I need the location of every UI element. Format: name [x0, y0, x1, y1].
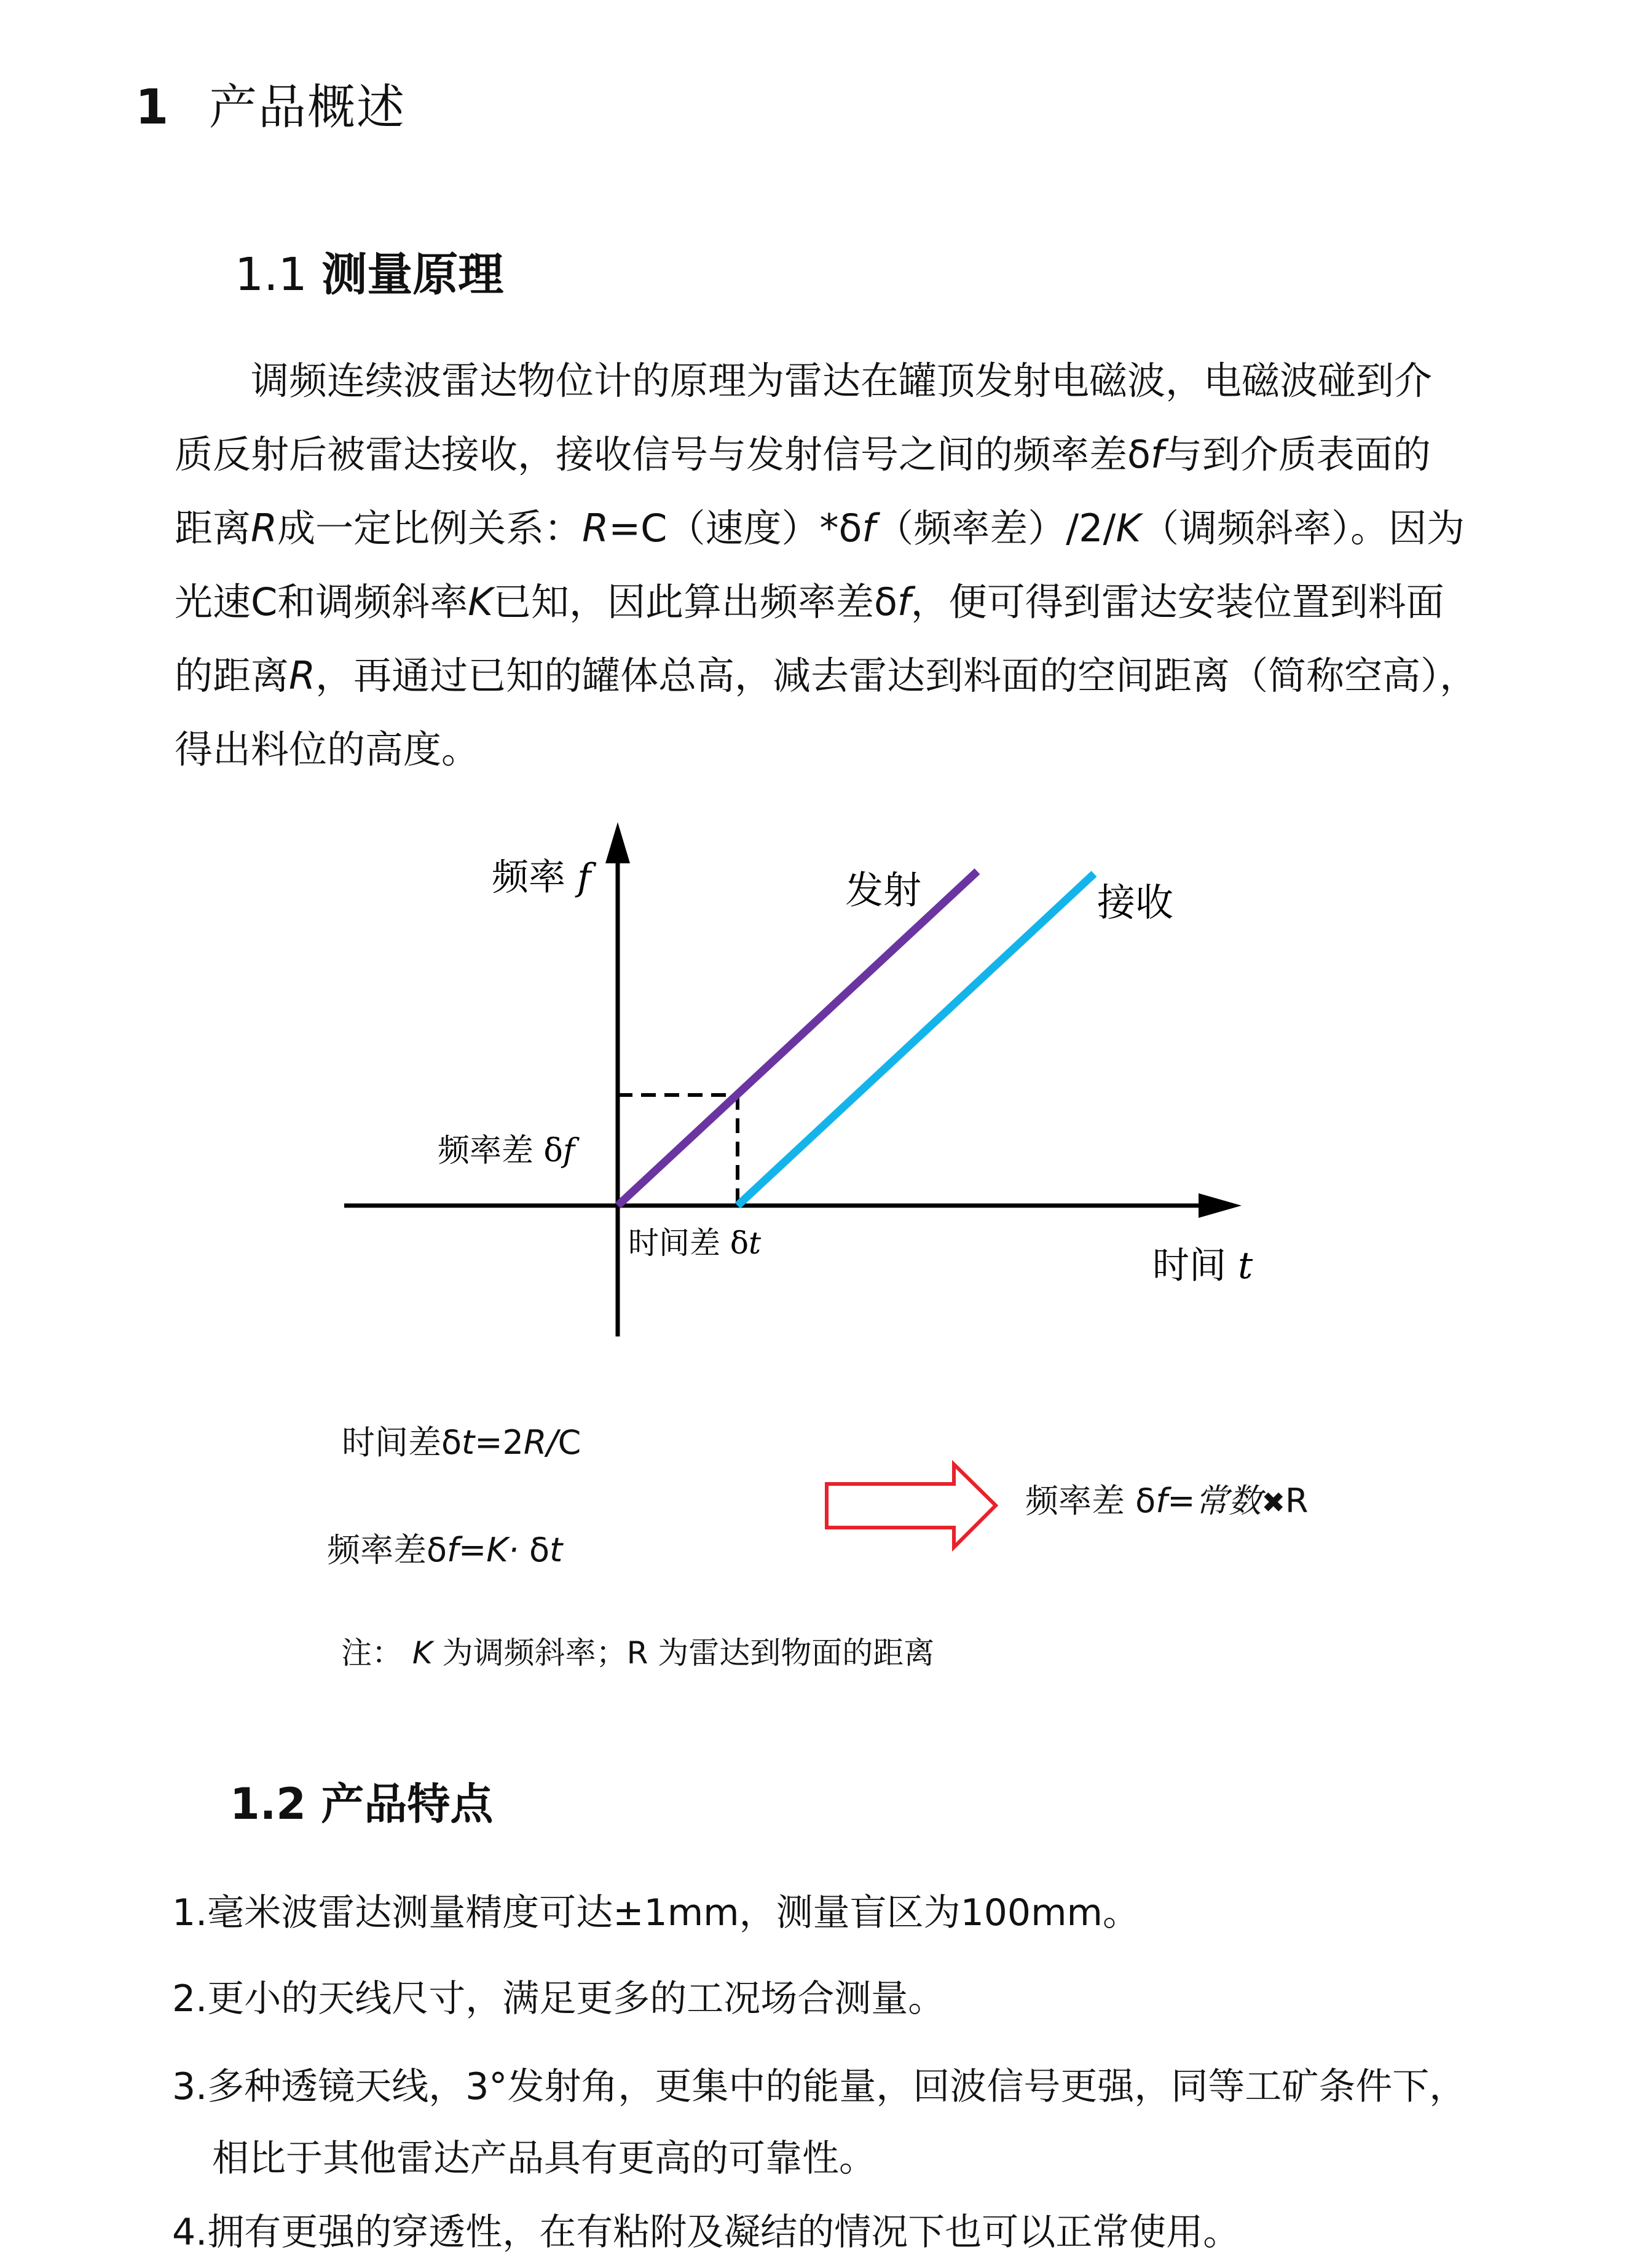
heading-1-1-text: 测量原理 — [321, 248, 504, 301]
feature-item-2: 2.更小的天线尺寸，满足更多的工况场合测量。 — [172, 1977, 945, 2020]
feature-item-3-continued: 相比于其他雷达产品具有更高的可靠性。 — [212, 2137, 876, 2180]
formula-note: 注： K 为调频斜率；R 为雷达到物面的距离 — [341, 1635, 935, 1671]
freq-diff-label: 频率差 δf — [438, 1132, 575, 1169]
result-formula: 频率差 δf=常数✖R — [1025, 1481, 1309, 1520]
heading-1-text: 产品概述 — [209, 80, 406, 135]
heading-1-1-number: 1.1 — [235, 248, 307, 301]
freq-diff-formula: 频率差δf=K· δt — [327, 1531, 563, 1569]
time-diff-formula: 时间差δt=2R/C — [342, 1423, 581, 1462]
principle-line-6: 得出料位的高度。 — [175, 727, 480, 772]
receive-label: 接收 — [1097, 880, 1174, 925]
principle-line-2: 质反射后被雷达接收，接收信号与发射信号之间的频率差δf与到介质表面的 — [175, 432, 1431, 477]
transmit-label: 发射 — [845, 868, 922, 912]
principle-line-4: 光速C和调频斜率K已知，因此算出频率差δf，便可得到雷达安装位置到料面 — [175, 579, 1444, 624]
multiply-icon: ✖ — [1261, 1486, 1286, 1519]
principle-line-5: 的距离R，再通过已知的罐体总高，减去雷达到料面的空间距离（简称空高）， — [175, 653, 1478, 698]
heading-1-number: 1 — [135, 80, 170, 135]
feature-item-3: 3.多种透镜天线，3°发射角，更集中的能量，回波信号更强，同等工矿条件下， — [172, 2065, 1467, 2108]
heading-1-2: 1.2 产品特点 — [230, 1779, 494, 1829]
time-diff-label: 时间差 δt — [628, 1225, 762, 1261]
feature-item-1: 1.毫米波雷达测量精度可达±1mm，测量盲区为100mm。 — [172, 1891, 1140, 1934]
y-axis-label: 频率 f — [492, 856, 591, 899]
x-axis-label: 时间 t — [1152, 1244, 1253, 1287]
implies-arrow-icon — [827, 1464, 996, 1547]
principle-line-3: 距离R成一定比例关系：R=C（速度）*δf（频率差）/2/K（调频斜率）。因为 — [175, 506, 1465, 551]
feature-item-4: 4.拥有更强的穿透性，在有粘附及凝结的情况下也可以正常使用。 — [172, 2211, 1240, 2254]
principle-line-1: 调频连续波雷达物位计的原理为雷达在罐顶发射电磁波，电磁波碰到介 — [251, 358, 1433, 403]
